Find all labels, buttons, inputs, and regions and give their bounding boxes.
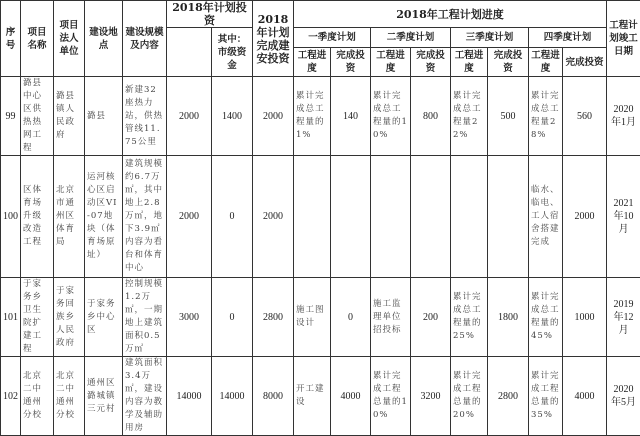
header-q3-invest: 完成投资 <box>488 48 529 77</box>
cell-location: 通州区潞城镇三元村 <box>85 357 123 436</box>
cell-q4-invest: 560 <box>563 77 607 156</box>
header-q2-progress: 工程进度 <box>371 48 411 77</box>
cell-location: 于家务乡中心区 <box>85 278 123 357</box>
cell-seq: 102 <box>1 357 21 436</box>
header-plan-invest-total <box>167 28 212 77</box>
cell-q3-invest: 2800 <box>488 357 529 436</box>
cell-q3-progress <box>451 156 488 278</box>
table-row <box>1 156 640 278</box>
header-owner: 项目法人单位 <box>54 1 85 77</box>
cell-scope: 新建32座热力站，供热管线11.75公里 <box>123 77 167 156</box>
header-q1-invest: 完成投资 <box>331 48 371 77</box>
cell-q4-invest: 1000 <box>563 278 607 357</box>
header-q4: 四季度计划 <box>529 28 607 48</box>
cell-q1-invest <box>331 156 371 278</box>
header-q4-progress: 工程进度 <box>529 48 563 77</box>
cell-q2-invest <box>411 156 451 278</box>
cell-location: 潞县 <box>85 77 123 156</box>
header-q2: 二季度计划 <box>371 28 451 48</box>
cell-q2-progress: 累计完成工程总量的10% <box>371 357 411 436</box>
cell-seq: 100 <box>1 156 21 278</box>
table-row <box>1 357 640 436</box>
cell-finish-date: 2020年5月 <box>607 357 640 436</box>
header-q1-progress: 工程进度 <box>294 48 331 77</box>
cell-q4-progress: 临水、临电、工人宿舍搭建完成 <box>529 156 563 278</box>
header-q1: 一季度计划 <box>294 28 371 48</box>
cell-location: 运河核心区启动区VI-07地块（体育场原址） <box>85 156 123 278</box>
cell-name: 区体育场升级改造工程 <box>21 156 54 278</box>
cell-q4-progress: 累计完成总工程量28% <box>529 77 563 156</box>
cell-name: 北京二中通州分校 <box>21 357 54 436</box>
cell-owner: 潞县镇人民政府 <box>54 77 85 156</box>
cell-q1-progress: 累计完成总工程量的1% <box>294 77 331 156</box>
cell-plan-build: 2000 <box>253 156 294 278</box>
header-plan-invest: 2018年计划投资 <box>167 1 253 28</box>
cell-city-funds: 0 <box>212 156 253 278</box>
cell-q1-progress: 开工建设 <box>294 357 331 436</box>
cell-plan-invest: 14000 <box>167 357 212 436</box>
cell-q2-progress: 施工监理单位招投标 <box>371 278 411 357</box>
table-row <box>1 278 640 357</box>
table-row <box>1 77 640 156</box>
cell-city-funds: 14000 <box>212 357 253 436</box>
header-plan-build: 2018年计划完成建安投资 <box>253 1 294 77</box>
cell-q4-invest: 4000 <box>563 357 607 436</box>
cell-plan-build: 2800 <box>253 278 294 357</box>
cell-plan-invest: 2000 <box>167 77 212 156</box>
header-q2-invest: 完成投资 <box>411 48 451 77</box>
cell-q2-invest: 3200 <box>411 357 451 436</box>
cell-seq: 99 <box>1 77 21 156</box>
cell-q2-invest: 800 <box>411 77 451 156</box>
header-q3: 三季度计划 <box>451 28 529 48</box>
header-finish-date: 工程计划竣工日期 <box>607 1 640 77</box>
header-progress: 2018年工程计划进度 <box>294 1 607 28</box>
header-seq: 序号 <box>1 1 21 77</box>
cell-q4-progress: 累计完成总工程量的45% <box>529 278 563 357</box>
cell-plan-build: 2000 <box>253 77 294 156</box>
cell-q1-progress: 施工图设计 <box>294 278 331 357</box>
cell-plan-build: 8000 <box>253 357 294 436</box>
cell-finish-date: 2021年10月 <box>607 156 640 278</box>
cell-q3-invest <box>488 156 529 278</box>
cell-owner: 北京二中通州分校 <box>54 357 85 436</box>
header-name: 项目名称 <box>21 1 54 77</box>
cell-finish-date: 2020年1月 <box>607 77 640 156</box>
cell-q1-invest: 140 <box>331 77 371 156</box>
cell-scope: 控制规模1.2万㎡，一期地上建筑面积0.5万㎡ <box>123 278 167 357</box>
header-location: 建设地点 <box>85 1 123 77</box>
cell-owner: 北京市通州区体育局 <box>54 156 85 278</box>
cell-q4-invest: 2000 <box>563 156 607 278</box>
cell-q3-invest: 1800 <box>488 278 529 357</box>
cell-seq: 101 <box>1 278 21 357</box>
header-q4-invest: 完成投资 <box>563 48 607 77</box>
cell-plan-invest: 3000 <box>167 278 212 357</box>
cell-q3-progress: 累计完成总工程量的25% <box>451 278 488 357</box>
cell-q2-progress: 累计完成总工程量的10% <box>371 77 411 156</box>
header-scope: 建设规模及内容 <box>123 1 167 77</box>
cell-q3-progress: 累计完成总工程量22% <box>451 77 488 156</box>
cell-q2-invest: 200 <box>411 278 451 357</box>
cell-plan-invest: 2000 <box>167 156 212 278</box>
cell-finish-date: 2019年12月 <box>607 278 640 357</box>
cell-q1-invest: 4000 <box>331 357 371 436</box>
cell-q3-progress: 累计完成工程总量的20% <box>451 357 488 436</box>
cell-scope: 建筑面积3.4万㎡，建设内容为教学及辅助用房 <box>123 357 167 436</box>
cell-scope: 建筑规模约6.7万㎡，其中地上2.8万㎡，地下3.9㎡内容为看台和体育中心 <box>123 156 167 278</box>
cell-q1-progress <box>294 156 331 278</box>
cell-q1-invest: 0 <box>331 278 371 357</box>
cell-name: 潞县中心区供热热网工程 <box>21 77 54 156</box>
cell-name: 于家务乡卫生院扩建工程 <box>21 278 54 357</box>
cell-owner: 于家务回族乡人民政府 <box>54 278 85 357</box>
header-plan-invest-city: 其中：市级资金 <box>212 28 253 77</box>
cell-q3-invest: 500 <box>488 77 529 156</box>
cell-city-funds: 1400 <box>212 77 253 156</box>
cell-city-funds: 0 <box>212 278 253 357</box>
cell-q2-progress <box>371 156 411 278</box>
cell-q4-progress: 累计完成工程总量的35% <box>529 357 563 436</box>
header-q3-progress: 工程进度 <box>451 48 488 77</box>
